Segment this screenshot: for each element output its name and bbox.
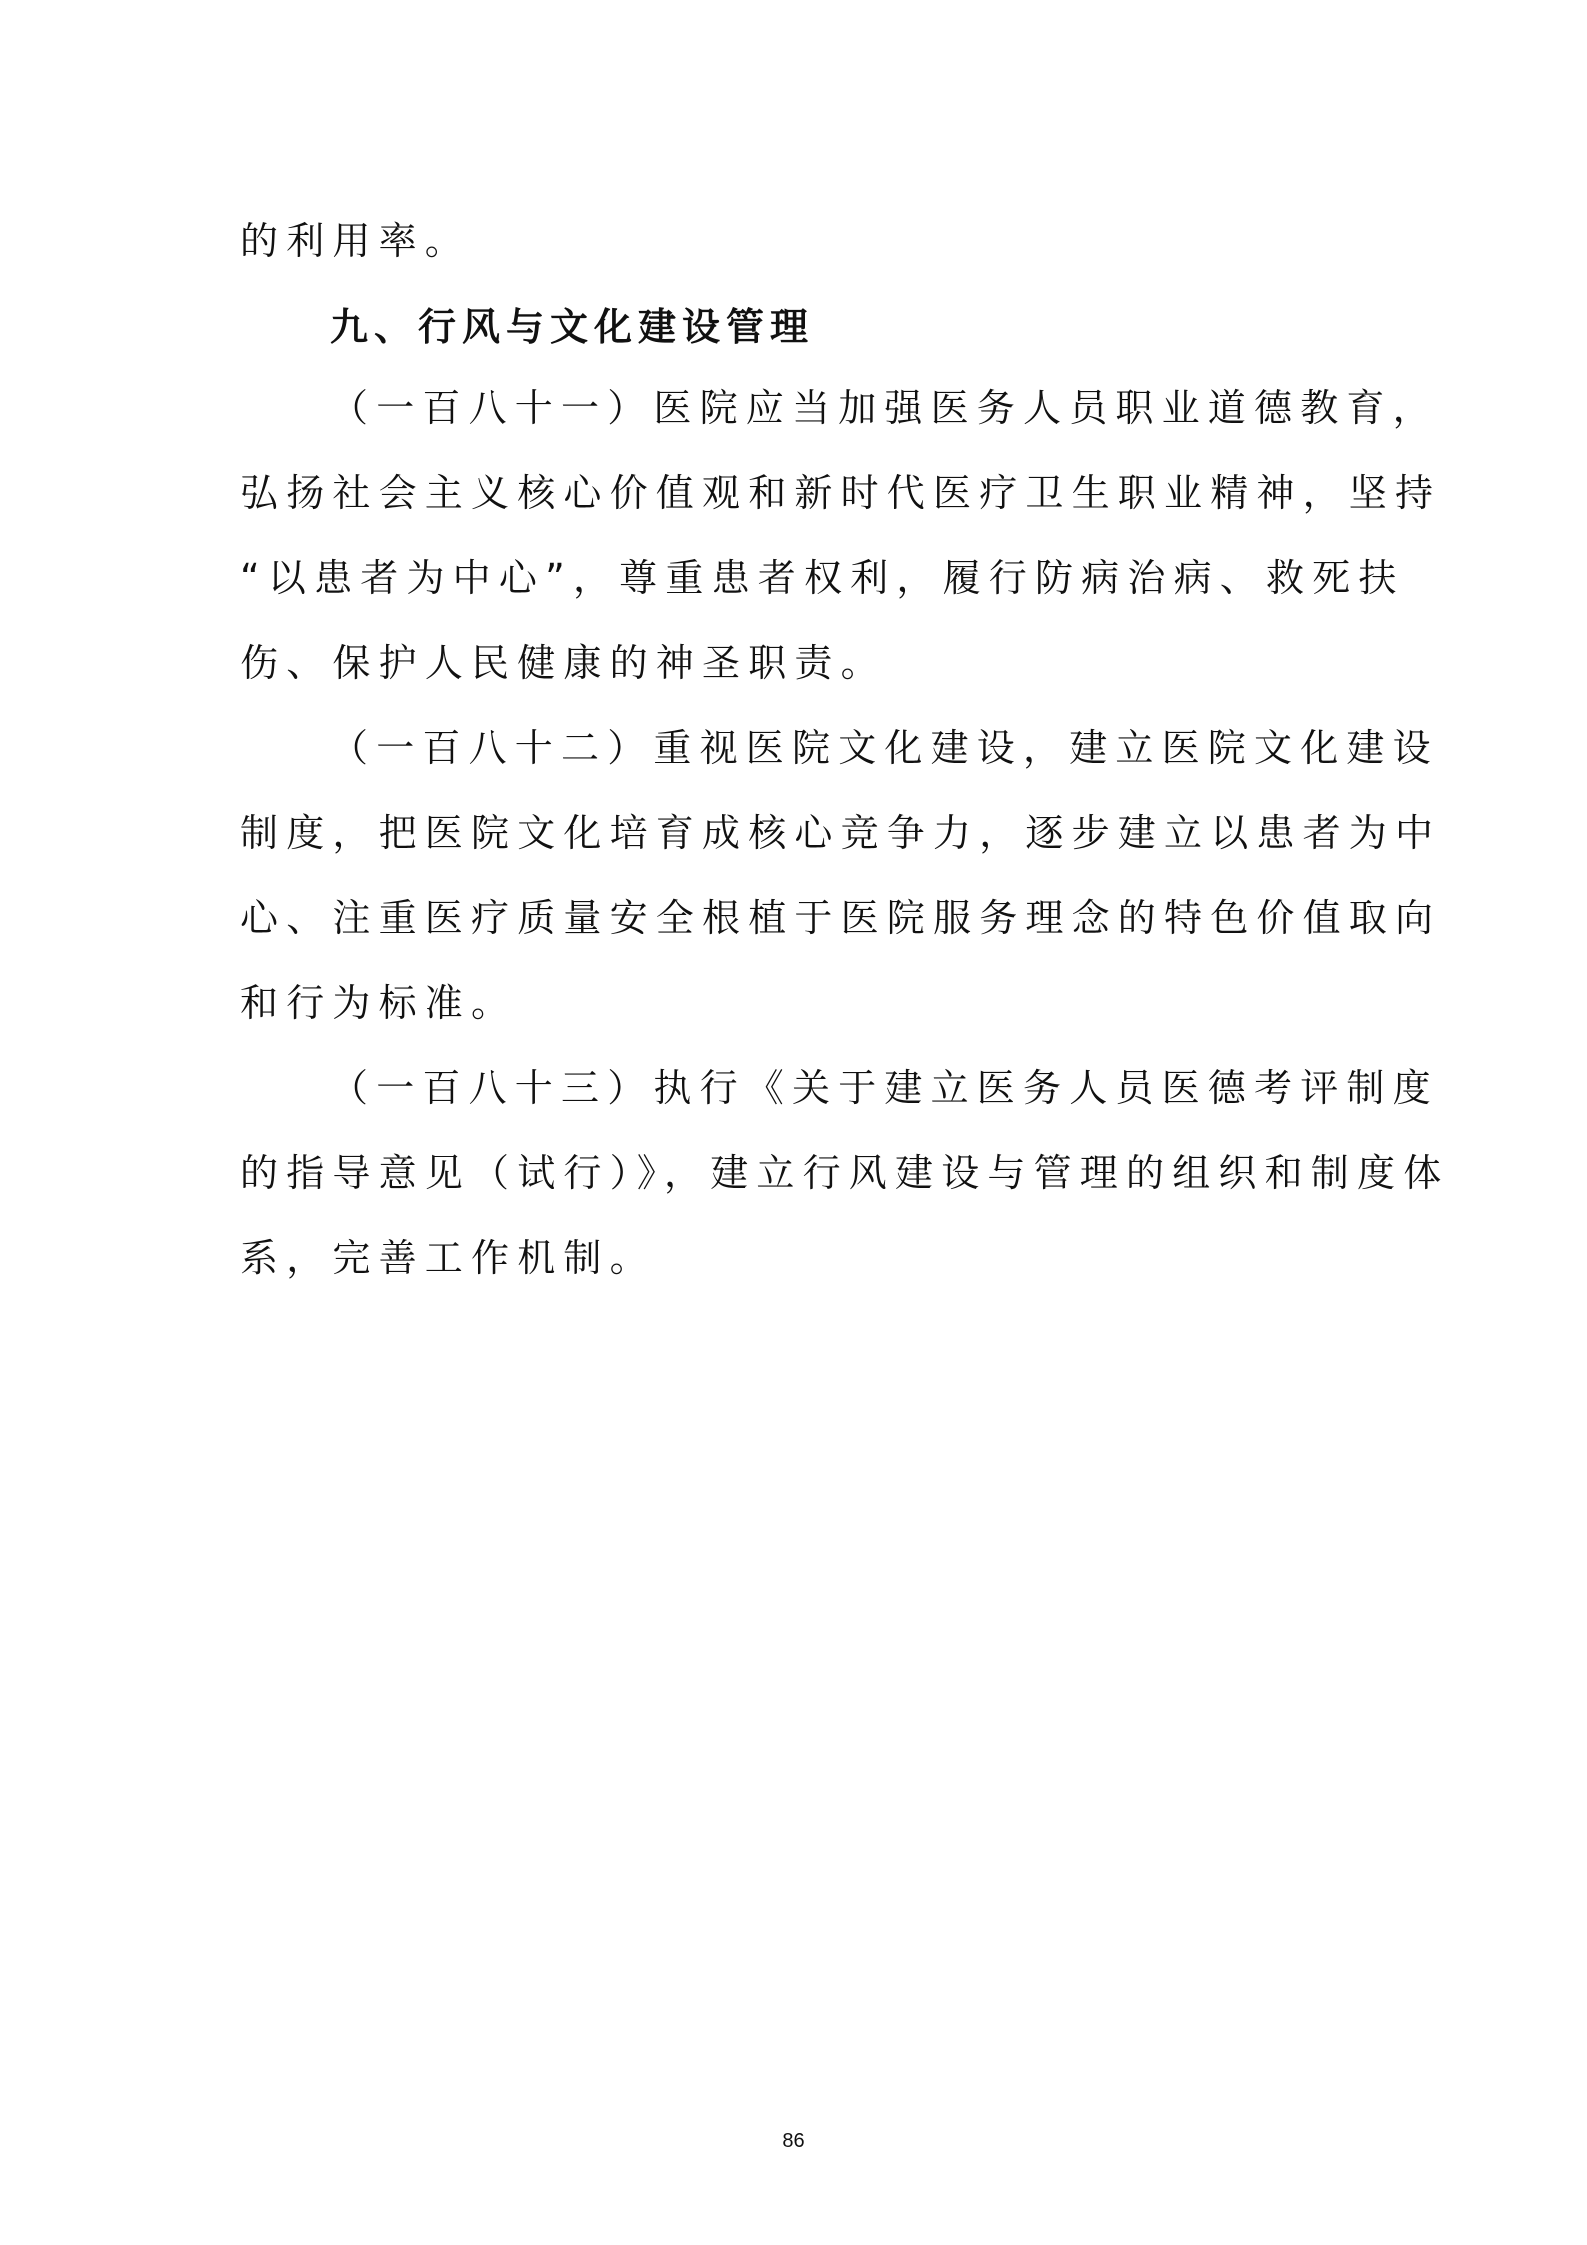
paragraph-line: 和行为标准。 [240, 981, 518, 1025]
paragraph-line: 制度，把医院文化培育成核心竞争力，逐步建立以患者为中 [240, 811, 1442, 855]
page-number: 86 [782, 2130, 805, 2152]
paragraph-line: 的指导意见（试行）》，建立行风建设与管理的组织和制度体 [240, 1151, 1450, 1195]
paragraph-line: 弘扬社会主义核心价值观和新时代医疗卫生职业精神，坚持 [240, 471, 1442, 515]
paragraph-line: “以患者为中心”，尊重患者权利，履行防病治病、救死扶 [240, 556, 1405, 600]
section-heading: 九、行风与文化建设管理 [330, 305, 815, 349]
paragraph-line: （一百八十二）重视医院文化建设，建立医院文化建设 [330, 726, 1439, 770]
paragraph-line: 系，完善工作机制。 [240, 1236, 656, 1280]
paragraph-line: （一百八十一）医院应当加强医务人员职业道德教育， [330, 386, 1439, 430]
paragraph-line: （一百八十三）执行《关于建立医务人员医德考评制度 [330, 1066, 1439, 1110]
continuation-line: 的利用率。 [240, 219, 472, 263]
paragraph-line: 伤、保护人民健康的神圣职责。 [240, 641, 887, 685]
paragraph-line: 心、注重医疗质量安全根植于医院服务理念的特色价值取向 [240, 896, 1442, 940]
